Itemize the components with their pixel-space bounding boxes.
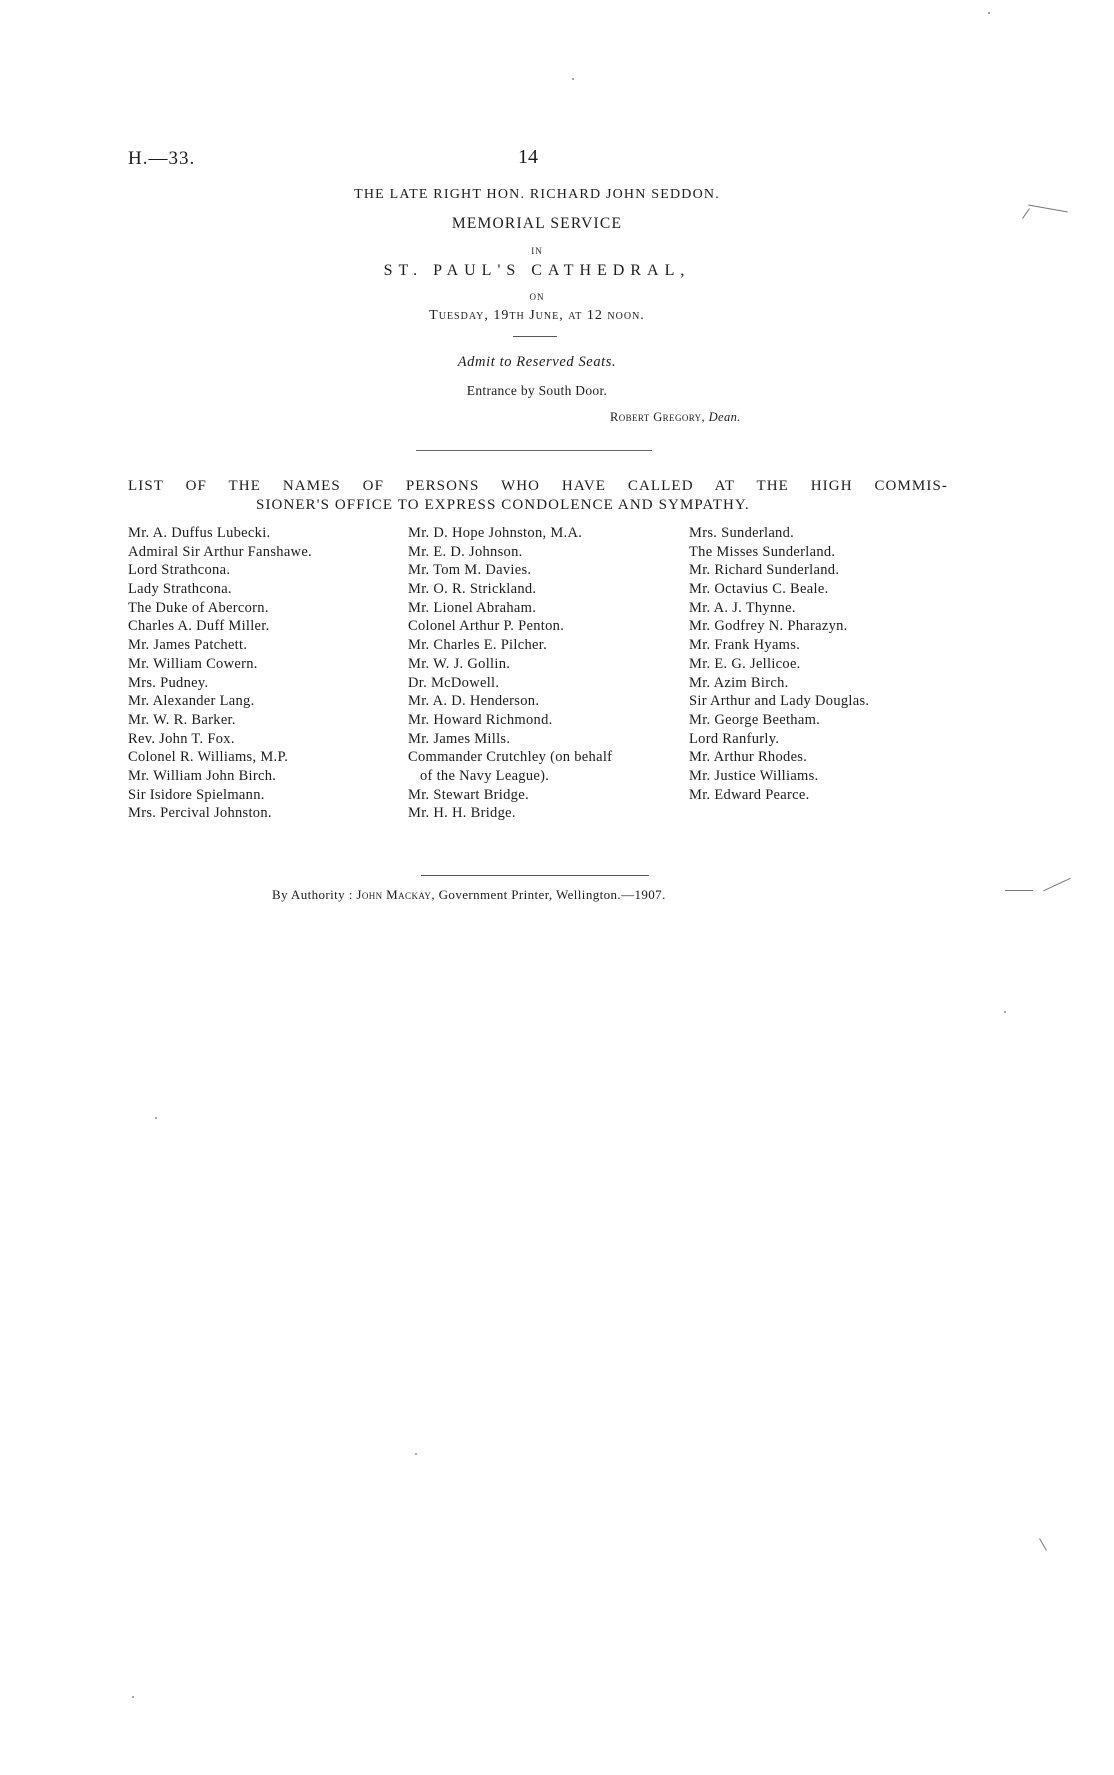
list-item: Mr. James Mills.	[408, 730, 511, 747]
venue-heading: ST. PAUL'S CATHEDRAL,	[383, 262, 691, 279]
list-item: Rev. John T. Fox.	[128, 730, 235, 747]
list-item: Sir Isidore Spielmann.	[128, 786, 265, 803]
printer-name: John Mackay,	[356, 887, 435, 902]
list-item: Mr. Arthur Rhodes.	[689, 749, 808, 766]
list-item: Mr. Richard Sunderland.	[689, 562, 840, 579]
scan-speck	[132, 1696, 134, 1698]
signatory-name: Robert Gregory,	[610, 410, 706, 424]
list-item: Mr. A. D. Henderson.	[408, 693, 540, 710]
list-item: Colonel Arthur P. Penton.	[408, 618, 565, 635]
list-item: Mr. Charles E. Pilcher.	[408, 637, 547, 654]
list-item: Mr. E. G. Jellicoe.	[689, 655, 801, 672]
scan-mark	[1005, 890, 1033, 891]
scan-mark	[1043, 878, 1071, 892]
list-item: Mr. Tom M. Davies.	[408, 562, 532, 579]
list-item: Mrs. Pudney.	[128, 674, 209, 691]
list-item: Mr. D. Hope Johnston, M.A.	[408, 525, 583, 541]
memorial-service-heading: MEMORIAL SERVICE	[451, 215, 623, 232]
scan-speck	[988, 12, 990, 14]
list-item: Mr. Octavius C. Beale.	[689, 581, 829, 598]
list-item: Mr. George Beetham.	[689, 711, 821, 728]
list-item: Mr. Stewart Bridge.	[408, 786, 529, 803]
list-item: Mr. James Patchett.	[128, 637, 248, 654]
list-item: Mr. O. R. Strickland.	[408, 581, 537, 598]
footer-divider	[421, 875, 649, 876]
imprint-suffix: Government Printer, Wellington.—1907.	[438, 887, 666, 902]
signatory-role: Dean.	[708, 410, 741, 424]
list-item: Mr. Edward Pearce.	[689, 786, 810, 803]
list-item: Mr. H. H. Bridge.	[408, 805, 516, 822]
list-heading-line-1: LIST OF THE NAMES OF PERSONS WHO HAVE CALLED AT THE HIGH COMMIS-	[128, 478, 948, 494]
names-column-2	[408, 524, 612, 823]
list-item: Dr. McDowell.	[408, 674, 500, 691]
list-item: Mr. Frank Hyams.	[689, 637, 801, 654]
section-divider	[416, 450, 652, 451]
names-column-1	[128, 524, 312, 823]
scan-speck	[572, 78, 574, 80]
in-word: IN	[531, 246, 543, 256]
service-date: Tuesday, 19th June, at 12 noon.	[429, 308, 645, 323]
list-item: Lord Strathcona.	[128, 562, 231, 579]
list-item: Sir Arthur and Lady Douglas.	[689, 693, 870, 710]
list-item: Mrs. Sunderland.	[689, 525, 795, 541]
on-word: ON	[529, 292, 545, 302]
entrance-line: Entrance by South Door.	[466, 383, 608, 398]
list-item: Lady Strathcona.	[128, 581, 232, 598]
scan-mark	[1039, 1538, 1047, 1551]
admit-line: Admit to Reserved Seats.	[457, 354, 617, 370]
list-item: The Misses Sunderland.	[689, 543, 836, 560]
list-item: Mr. Azim Birch.	[689, 674, 789, 691]
list-item: Mr. W. J. Gollin.	[408, 655, 511, 672]
list-item: Commander Crutchley (on behalf	[408, 749, 613, 766]
list-item: Mr. William John Birch.	[128, 767, 277, 784]
list-item: Mr. Godfrey N. Pharazyn.	[689, 618, 848, 635]
list-item: Mr. E. D. Johnson.	[408, 543, 523, 560]
list-item: Mr. Alexander Lang.	[128, 693, 255, 710]
page-number: 14	[518, 146, 538, 168]
list-heading-line-2: SIONER'S OFFICE TO EXPRESS CONDOLENCE AND SYMPATHY.	[256, 497, 750, 513]
scan-speck	[1004, 1011, 1006, 1013]
list-item: Charles A. Duff Miller.	[128, 618, 270, 635]
list-item: Mr. A. J. Thynne.	[689, 599, 796, 616]
imprint-footer	[272, 887, 666, 903]
list-heading	[128, 477, 948, 515]
list-item: Colonel R. Williams, M.P.	[128, 749, 289, 766]
page-reference: H.—33.	[128, 148, 196, 169]
imprint-prefix: By Authority :	[272, 887, 353, 902]
names-column-3	[689, 524, 869, 804]
list-item: Mr. Lionel Abraham.	[408, 599, 537, 616]
list-item: Admiral Sir Arthur Fanshawe.	[128, 543, 312, 560]
list-item-continuation: of the Navy League).	[420, 767, 550, 784]
list-item: The Duke of Abercorn.	[128, 599, 269, 616]
list-item: Mr. A. Duffus Lubecki.	[128, 525, 271, 541]
list-item: Lord Ranfurly.	[689, 730, 780, 747]
list-item: Mrs. Percival Johnston.	[128, 805, 272, 822]
scan-speck	[155, 1117, 157, 1119]
short-divider	[513, 336, 557, 337]
signatory	[610, 410, 741, 425]
scan-mark	[1028, 205, 1068, 213]
scan-speck	[415, 1453, 417, 1455]
memorial-title: THE LATE RIGHT HON. RICHARD JOHN SEDDON.	[354, 187, 720, 202]
list-item: Mr. William Cowern.	[128, 655, 258, 672]
list-item: Mr. Justice Williams.	[689, 767, 819, 784]
list-item: Mr. W. R. Barker.	[128, 711, 236, 728]
list-item: Mr. Howard Richmond.	[408, 711, 553, 728]
